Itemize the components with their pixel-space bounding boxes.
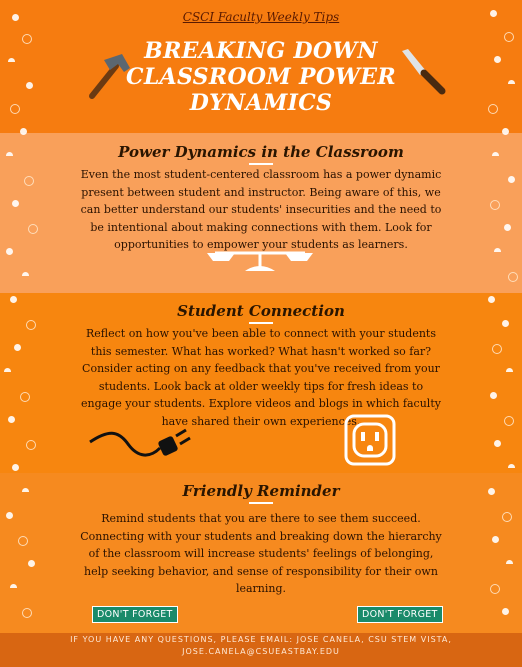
heading-divider	[249, 322, 273, 324]
title-line-2: CLASSROOM POWER	[126, 64, 396, 90]
title-line-3: DYNAMICS	[189, 90, 333, 116]
dont-forget-badge-left: DON'T FORGET	[92, 606, 178, 623]
heading-divider	[249, 163, 273, 165]
left-confetti-border	[0, 0, 40, 667]
dont-forget-badge-right: DON'T FORGET	[357, 606, 443, 623]
page-title	[110, 38, 412, 116]
section-body-friendly-reminder: Remind students that you are there to see them succeed. Connecting with your students and breaking down the hierarchy of the classroom will increase students' feelings of belonging, help seeking behavior, and sense of responsibility for their own learning.	[80, 512, 442, 595]
balance-scale-icon	[205, 247, 315, 273]
chisel-icon	[396, 45, 450, 99]
wall-outlet-icon	[342, 412, 398, 468]
section-body-power-dynamics: Even the most student-centered classroom has a power dynamic present between student and instructor. Being aware of this, we can better understand our students' insecurities and the need to be intentional about making connections with them. Look for opportunities to empower your students as learners.	[80, 168, 442, 251]
section-heading-student-connection: Student Connection	[177, 302, 345, 320]
power-cord-plug-icon	[88, 420, 198, 464]
right-confetti-border	[482, 0, 522, 667]
title-line-1: BREAKING DOWN	[144, 38, 378, 64]
newsletter-label: CSCI Faculty Weekly Tips	[182, 10, 340, 24]
contact-footer: IF YOU HAVE ANY QUESTIONS, PLEASE EMAIL: JOSE CANELA, CSU STEM VISTA, JOSE.CANELA@CSUEASTBAY.EDU	[70, 635, 452, 656]
heading-divider	[249, 502, 273, 504]
section-heading-power-dynamics: Power Dynamics in the Classroom	[118, 143, 404, 161]
section-body-student-connection: Reflect on how you've been able to connect with your students this semester. What has worked? What hasn't worked so far? Consider acting on any feedback that you've received from your students. Look back at older weekly tips for fresh ideas to engage your students. Explore videos and blogs in which faculty have shared their own experiences.	[81, 327, 441, 428]
section-heading-friendly-reminder: Friendly Reminder	[182, 482, 340, 500]
